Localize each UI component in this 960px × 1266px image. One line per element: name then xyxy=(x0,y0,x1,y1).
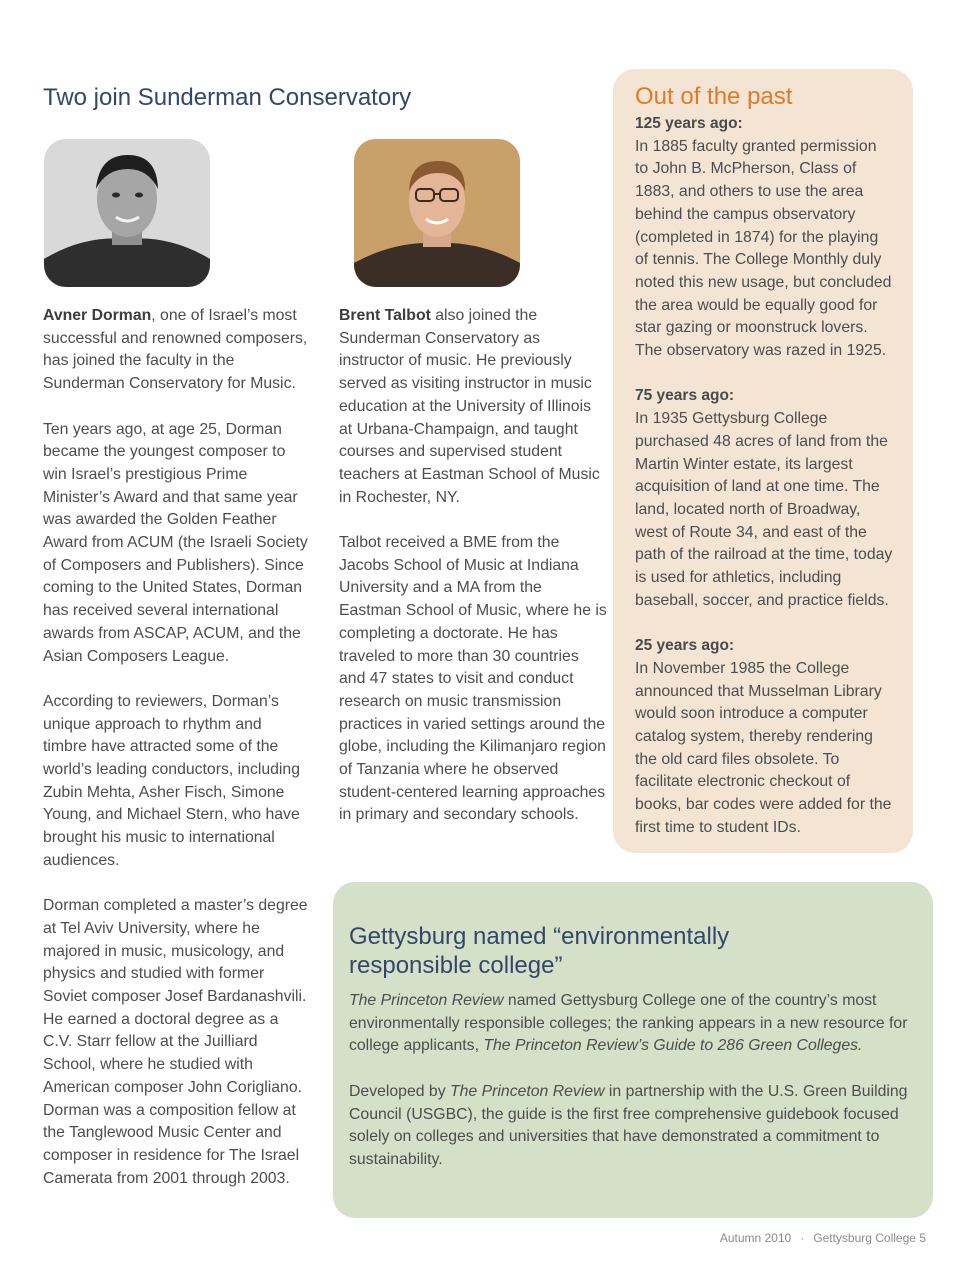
talbot-portrait xyxy=(354,139,520,287)
princeton-review-title-2: The Princeton Review xyxy=(450,1082,605,1100)
green-paragraph-1 xyxy=(349,990,917,1058)
era-125-label: 125 years ago: xyxy=(635,115,743,132)
out-of-the-past-sidebar xyxy=(613,69,913,853)
green-box-title: Gettysburg named “environmentally responsible college” xyxy=(349,923,730,979)
talbot-paragraph-1 xyxy=(339,305,607,509)
dorman-paragraph-2: Ten years ago, at age 25, Dorman became the youngest composer to win Israel’s prestigious Prime Minister’s Award and that same year was awarded the Golden Feather Award from ACUM (the Israeli Society of Composers and Publishers). Since coming to the United States, Dorman has received several international awards from ASCAP, ACUM, and the Asian Composers League. xyxy=(43,420,308,665)
footer-separator: · xyxy=(800,1231,805,1245)
page-number: 5 xyxy=(919,1231,926,1245)
era-125-text: In 1885 faculty granted permission to John B. McPherson, Class of 1883, and others to use the area behind the campus observatory (completed in 1874) for the playing of tennis. The College Monthly duly noted this new usage, but concluded the area would be equally good for star gazing or moonstruck lovers. The observatory was razed in 1925. xyxy=(635,137,892,360)
era-25-label: 25 years ago: xyxy=(635,637,735,655)
sidebar-title: Out of the past xyxy=(635,83,793,110)
era-25-text: In November 1985 the College announced that Musselman Library would soon introduce a computer catalog system, thereby rendering the old card files obsolete. To facilitate electronic checkout of books, bar codes were added for the first time to student IDs. xyxy=(635,659,892,836)
dorman-intro: , one of Israel’s most successful and renowned composers, has joined the faculty in the Sunderman Conservatory for Music. xyxy=(43,307,308,393)
talbot-name: Brent Talbot xyxy=(339,307,431,324)
article-headline: Two join Sunderman Conservatory xyxy=(43,84,412,111)
green-college-box xyxy=(333,882,933,1218)
dorman-portrait xyxy=(44,139,210,287)
green-p2-text: in partnership with the U.S. Green Building Council (USGBC), the guide is the first free comprehensive guidebook focused solely on colleges and universities that have demonstrated a commitment to sustainability. xyxy=(349,1082,908,1168)
era-75-label: 75 years ago: xyxy=(635,387,735,405)
dorman-column xyxy=(43,305,308,1213)
talbot-column xyxy=(339,305,607,850)
green-p1-text: named Gettysburg College one of the country’s most environmentally responsible colleges; the ranking appears in a new resource for college applicants, xyxy=(349,992,908,1055)
green-p2-lead: Developed by xyxy=(349,1082,450,1100)
footer-season: Autumn 2010 xyxy=(719,1231,792,1245)
dorman-paragraph-1 xyxy=(43,305,308,396)
era-75-text: In 1935 Gettysburg College purchased 48 acres of land from the Martin Winter estate, its largest acquisition of land at one time. The land, located north of Broadway, west of Route 34, and east of the path of the railroad at the time, today is used for athletics, including baseball, soccer, and practice fields. xyxy=(635,410,893,609)
green-paragraph-2 xyxy=(349,1081,917,1172)
talbot-paragraph-2: Talbot received a BME from the Jacobs School of Music at Indiana University and a MA from the Eastman School of Music, where he is completing a doctorate. He has traveled to more than 30 countries and 47 states to visit and conduct research on music transmission practices in varied settings around the globe, including the Kilimanjaro region of Tanzania where he observed student-centered learning approaches in primary and secondary schools. xyxy=(339,534,607,824)
guide-title: The Princeton Review’s Guide to 286 Green Colleges. xyxy=(483,1037,863,1055)
princeton-review-title: The Princeton Review xyxy=(349,992,504,1009)
dorman-paragraph-4: Dorman completed a master’s degree at Tel Aviv University, where he majored in music, musicology, and physics and studied with former Soviet composer Josef Bardanashvili. He earned a doctoral degree as a C.V. Starr fellow at the Juilliard School, where he studied with American composer John Corigliano. Dorman was a composition fellow at the Tanglewood Music Center and composer in residence for The Israel Camerata from 2001 through 2003. xyxy=(43,897,308,1187)
page-footer xyxy=(720,1231,926,1245)
dorman-name: Avner Dorman xyxy=(43,307,152,324)
talbot-intro: also joined the Sunderman Conservatory as instructor of music. He previously served as visiting instructor in music education at the University of Illinois at Urbana-Champaign, and taught courses and supervised student teachers at Eastman School of Music in Rochester, NY. xyxy=(339,307,600,506)
footer-publication: Gettysburg College xyxy=(813,1231,916,1245)
dorman-paragraph-3: According to reviewers, Dorman’s unique approach to rhythm and timbre have attracted some of the world’s leading conductors, including Zubin Mehta, Asher Fisch, Simone Young, and Michael Stern, who have brought his music to international audiences. xyxy=(43,692,301,869)
